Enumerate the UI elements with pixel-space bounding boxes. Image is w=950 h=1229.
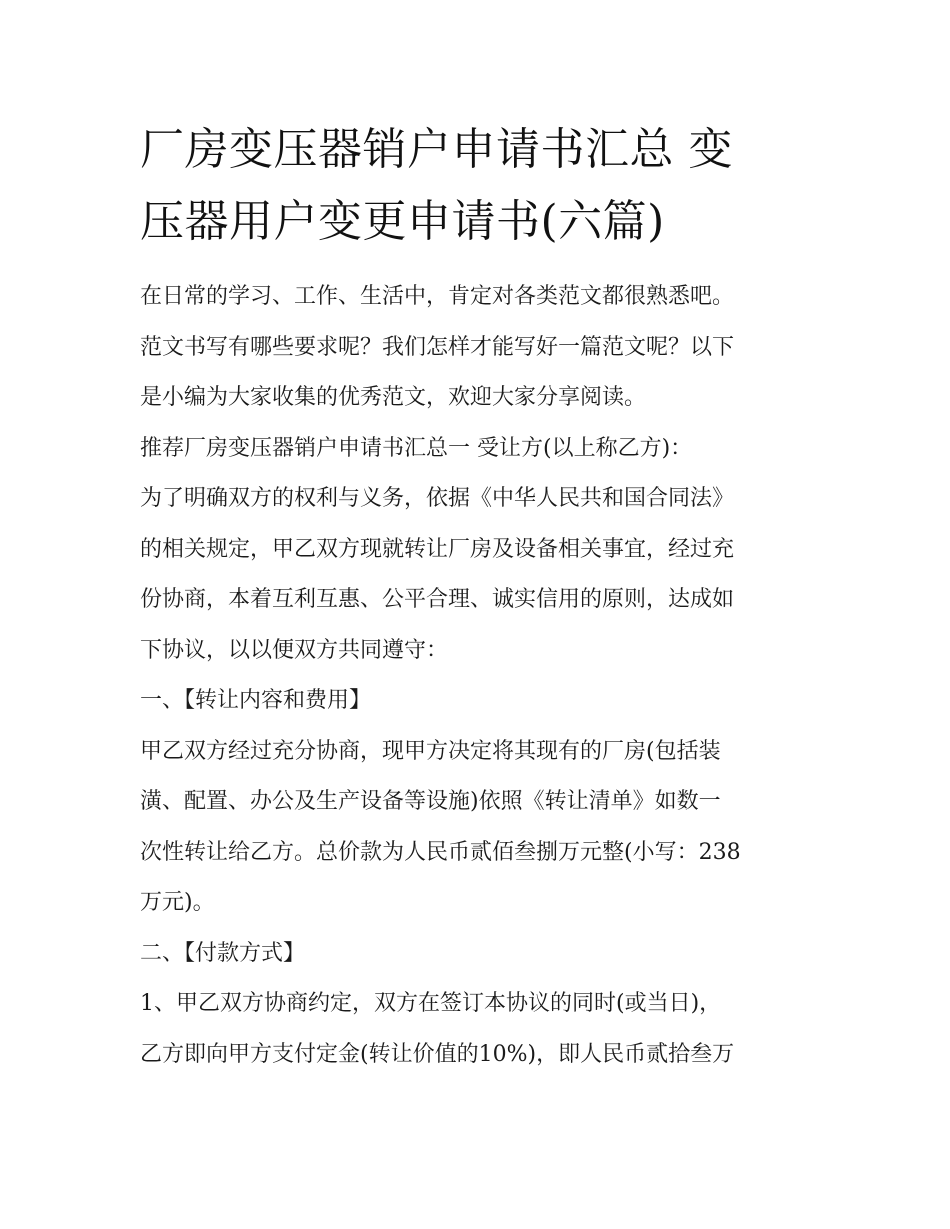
body-line: 甲乙双方经过充分协商，现甲方决定将其现有的厂房(包括装	[140, 738, 721, 764]
document-body	[140, 272, 812, 1080]
body-line: 推荐厂房变压器销户申请书汇总一 受让方(以上称乙方)：	[140, 435, 693, 461]
title-line: 压器用户变更申请书(六篇)	[140, 196, 665, 247]
body-line: 万元)。	[140, 890, 215, 915]
body-line: 下协议，以以便双方共同遵守：	[140, 637, 449, 663]
body-line: 在日常的学习、工作、生活中，肯定对各类范文都很熟悉吧。	[140, 284, 735, 309]
section-heading: 二、【付款方式】	[140, 940, 306, 966]
body-line: 范文书写有哪些要求呢？我们怎样才能写好一篇范文呢？以下	[140, 334, 735, 360]
body-line: 的相关规定，甲乙双方现就转让厂房及设备相关事宜，经过充	[140, 536, 735, 562]
document-title	[140, 114, 812, 258]
body-line: 乙方即向甲方支付定金(转让价值的10%)，即人民币贰拾叁万	[140, 1041, 735, 1067]
body-line: 次性转让给乙方。总价款为人民币贰佰叁捌万元整(小写：238	[140, 839, 741, 865]
body-line: 1、甲乙双方协商约定，双方在签订本协议的同时(或当日)，	[140, 991, 722, 1016]
body-line: 为了明确双方的权利与义务，依据《中华人民共和国合同法》	[140, 486, 735, 511]
body-line: 份协商，本着互利互惠、公平合理、诚实信用的原则，达成如	[140, 587, 735, 612]
body-line: 潢、配置、办公及生产设备等设施)依照《转让清单》如数一	[140, 789, 721, 814]
title-line: 厂房变压器销户申请书汇总 变	[140, 124, 733, 175]
document-content	[140, 114, 812, 1080]
section-heading: 一、【转让内容和费用】	[140, 688, 372, 713]
body-line: 是小编为大家收集的优秀范文，欢迎大家分享阅读。	[140, 385, 647, 410]
